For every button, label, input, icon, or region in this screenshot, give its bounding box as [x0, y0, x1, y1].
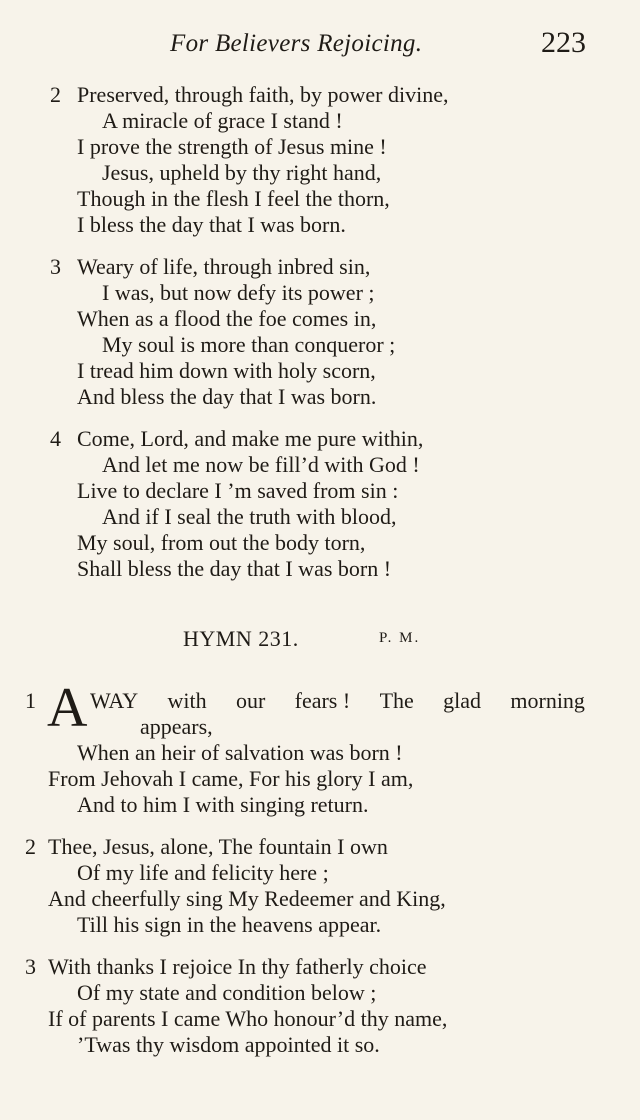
verse-line: Though in the flesh I feel the thorn, [77, 186, 390, 211]
verse-line: Live to declare I ’m saved from sin : [77, 478, 399, 503]
stanza-number: 3 [25, 954, 36, 979]
verse-word: with [167, 688, 207, 713]
verse-line: And cheerfully sing My Redeemer and King, [48, 886, 446, 911]
hymn-meter: P. M. [379, 630, 421, 646]
verse-line: I was, but now defy its power ; [102, 280, 375, 305]
running-title: For Believers Rejoicing. [170, 30, 423, 57]
hymn-title: HYMN 231. [183, 626, 299, 651]
drop-cap: A [47, 677, 88, 739]
verse-word: our [235, 688, 266, 713]
verse-line: Shall bless the day that I was born ! [77, 556, 392, 581]
verse-line: I tread him down with holy scorn, [77, 358, 376, 383]
stanza-number: 3 [50, 254, 61, 279]
verse-line: Preserved, through faith, by power divine, [77, 82, 449, 107]
verse-word: WAY [90, 688, 139, 713]
stanza-number: 1 [25, 688, 36, 713]
verse-line: When as a flood the foe comes in, [77, 306, 377, 331]
stanza-number: 2 [50, 82, 61, 107]
verse-line: And to him I with singing return. [77, 792, 369, 817]
verse-line: When an heir of salvation was born ! [77, 740, 403, 765]
verse-line: Till his sign in the heavens appear. [77, 912, 382, 937]
verse-line: If of parents I came Who honour’d thy name, [48, 1006, 448, 1031]
verse-word: The [379, 688, 414, 713]
verse-word: fears ! [294, 688, 351, 713]
verse-line: I bless the day that I was born. [77, 212, 346, 237]
verse-line: And bless the day that I was born. [77, 384, 377, 409]
verse-line: With thanks I rejoice In thy fatherly choice [48, 954, 427, 979]
stanza-number: 4 [50, 426, 61, 451]
verse-line: Come, Lord, and make me pure within, [77, 426, 424, 451]
verse-line-justified [90, 688, 585, 714]
stanza-number: 2 [25, 834, 36, 859]
verse-line: Weary of life, through inbred sin, [77, 254, 371, 279]
verse-line: Jesus, upheld by thy right hand, [102, 160, 382, 185]
verse-line: From Jehovah I came, For his glory I am, [48, 766, 414, 791]
verse-line: Of my life and felicity here ; [77, 860, 329, 885]
verse-line: I prove the strength of Jesus mine ! [77, 134, 387, 159]
verse-word: glad [443, 688, 482, 713]
verse-line: And if I seal the truth with blood, [102, 504, 397, 529]
verse-line: Thee, Jesus, alone, The fountain I own [48, 834, 388, 859]
verse-word: morning [510, 688, 585, 713]
verse-line: A miracle of grace I stand ! [102, 108, 343, 133]
verse-line: appears, [140, 714, 213, 739]
page-number: 223 [541, 26, 586, 59]
verse-line: My soul, from out the body torn, [77, 530, 366, 555]
verse-line: Of my state and condition below ; [77, 980, 377, 1005]
verse-line: ’Twas thy wisdom appointed it so. [77, 1032, 380, 1057]
verse-line: And let me now be fill’d with God ! [102, 452, 420, 477]
verse-line: My soul is more than conqueror ; [102, 332, 396, 357]
